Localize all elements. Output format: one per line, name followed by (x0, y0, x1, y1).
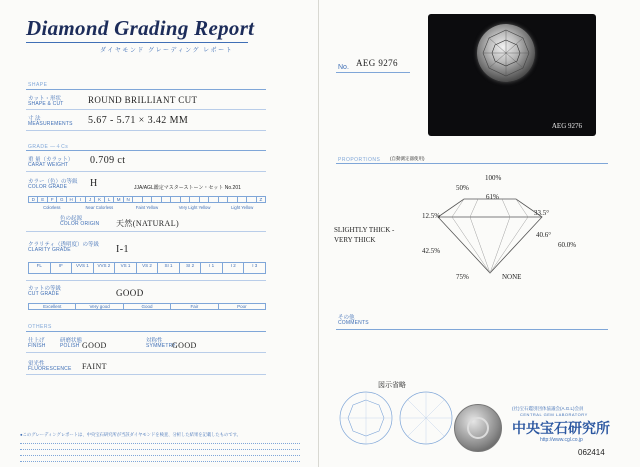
proportions-jp: (自動測定器使用) (390, 156, 425, 161)
color-scale-cell-3: G (57, 197, 66, 202)
cut-scale (28, 303, 266, 310)
color-scale-cell-24: Z (259, 197, 263, 202)
color-subtitle-4: Light Yellow (231, 205, 254, 210)
diamond-photo-panel (428, 14, 596, 136)
clarity-label-en: CLARITY GRADE (28, 247, 71, 253)
carat-label-jp: 重 量（カラット） (28, 157, 74, 163)
girdle-thickness: SLIGHTLY THICK - VERY THICK (334, 226, 395, 244)
star-length: 61% (486, 193, 499, 201)
finish-label-jp: 仕上げ (28, 338, 45, 344)
color-scale-cell-12 (143, 197, 152, 202)
lab-name-jp: 中央宝石研究所 (512, 420, 610, 436)
report-title: Diamond Grading Report (26, 16, 255, 40)
symmetry-label-jp: 対称性 (146, 338, 163, 344)
color-origin-label-en: COLOR ORIGIN (60, 221, 100, 227)
section-shape: SHAPE (28, 82, 48, 88)
serial-number: 062414 (578, 448, 605, 457)
shape-label-jp: カット・形状 (28, 96, 61, 102)
clarity-scale-cell-7: SI 2 (180, 263, 202, 273)
color-scale-cell-0: D (29, 197, 38, 202)
fluorescence-label-jp: 蛍光性 (28, 361, 45, 367)
cut-scale-cell-0: Excellent (29, 304, 76, 309)
color-scale-cell-19 (209, 197, 218, 202)
color-scale-cell-18 (200, 197, 209, 202)
color-scale-cell-21 (228, 197, 237, 202)
lab-member-text: (社)宝石鑑別団体協議会(A.G.L)会員 (512, 406, 584, 411)
color-scale-cell-22 (238, 197, 247, 202)
polish-value: GOOD (82, 341, 107, 350)
section-others: OTHERS (28, 324, 52, 330)
comments-label-en: COMMENTS (338, 320, 369, 326)
diagram-caption: 図示省略 (378, 382, 406, 389)
color-scale-cell-4: H (67, 197, 76, 202)
photo-code: AEG 9276 (551, 122, 582, 130)
color-scale-cell-23 (247, 197, 256, 202)
comments-label-jp: その他 (338, 315, 355, 321)
color-scale (28, 196, 266, 203)
section-grade: GRADE ―４Cs (28, 144, 69, 150)
symmetry-value: GOOD (172, 341, 197, 350)
total-depth: 60.0% (558, 241, 577, 249)
crown-height: 12.5% (422, 212, 441, 220)
color-subtitle-1: Near Colorless (85, 205, 114, 210)
clarity-scale (28, 262, 266, 274)
culet-size: NONE (502, 273, 522, 281)
lab-website: http://www.cgl.co.jp (540, 437, 583, 443)
color-scale-cell-9: M (114, 197, 123, 202)
cut-label-jp: カットの等級 (28, 286, 61, 292)
color-scale-cell-11 (133, 197, 142, 202)
color-subtitle-3: Very Light Yellow (178, 205, 211, 210)
color-scale-cell-15 (171, 197, 180, 202)
symmetry-label-en: SYMMETRY (146, 343, 176, 349)
fine-print-lines (20, 439, 300, 463)
clarity-scale-cell-8: I 1 (201, 263, 223, 273)
cut-value: GOOD (116, 288, 144, 298)
report-number: AEG 9276 (356, 58, 398, 68)
clarity-label-jp: クラリティ（透明度）の等級 (28, 242, 99, 248)
color-scale-cell-6: J (86, 197, 95, 202)
measurements-value: 5.67 - 5.71 × 3.42 MM (88, 115, 189, 126)
proportions-label: PROPORTIONS (338, 157, 381, 163)
color-label-en: COLOR GRADE (28, 184, 68, 190)
measurements-label-en: MEASUREMENTS (28, 121, 73, 127)
cut-scale-cell-1: Very good (76, 304, 123, 309)
fluorescence-label-en: FLUORESCENCE (28, 366, 72, 372)
color-scale-cell-7: K (95, 197, 104, 202)
color-scale-cell-13 (152, 197, 161, 202)
color-scale-cell-5: I (76, 197, 85, 202)
report-no-label: No. (338, 64, 349, 71)
pavilion-angle: 40.6° (536, 231, 552, 239)
report-subtitle: ダイヤモンド グレーディング レポート (100, 48, 234, 54)
pavilion-depth: 42.5% (422, 247, 441, 255)
clarity-scale-cell-1: IF (51, 263, 73, 273)
color-origin-value: 天然(NATURAL) (116, 219, 180, 228)
color-scale-cell-1: E (38, 197, 47, 202)
cut-scale-cell-2: Good (124, 304, 171, 309)
table-percentage: 50% (456, 184, 469, 192)
cut-label-en: CUT GRADE (28, 291, 60, 297)
shape-label-en: SHAPE & CUT (28, 101, 64, 107)
clarity-scale-cell-2: VVS 1 (72, 263, 94, 273)
shape-value: ROUND BRILLIANT CUT (88, 95, 198, 105)
lower-half-length: 75% (456, 273, 469, 281)
clarity-scale-cell-3: VVS 2 (94, 263, 116, 273)
color-scale-cell-20 (219, 197, 228, 202)
clarity-scale-cell-0: FL (29, 263, 51, 273)
hologram-seal (454, 404, 502, 452)
color-origin-label-jp: 色の起源 (60, 216, 83, 222)
diamond-photo (477, 24, 535, 82)
color-subtitle-0: Colorless (43, 205, 61, 210)
pavilion-view-diagram (398, 390, 454, 446)
clarity-scale-cell-6: SI 1 (158, 263, 180, 273)
carat-label-en: CARAT WEIGHT (28, 162, 69, 168)
color-subtitle-2: Faint Yellow (135, 205, 159, 210)
cut-scale-cell-4: Poor (237, 304, 247, 309)
color-scale-cell-16 (181, 197, 190, 202)
color-scale-cell-2: F (48, 197, 57, 202)
cut-scale-cell-3: Fair (171, 304, 218, 309)
polish-label-jp: 研磨状態 (60, 338, 83, 344)
footnote: ●このグレーディングレポートは、中央宝石研究所が当該ダイヤモンドを検査、分析した結果を記載したものです。 (20, 432, 241, 437)
clarity-scale-cell-9: I 2 (223, 263, 245, 273)
carat-value: 0.709 ct (90, 155, 126, 166)
color-scale-cell-14 (162, 197, 171, 202)
color-value: H (90, 178, 98, 189)
color-scale-subtitles (28, 205, 266, 210)
color-label-jp: カラー（色）の等級 (28, 179, 78, 185)
fluorescence-value: FAINT (82, 362, 107, 371)
color-scale-cell-17 (190, 197, 199, 202)
polish-label-en: POLISH (60, 343, 80, 349)
lab-name-en: CENTRAL GEM LABORATORY (520, 412, 588, 417)
crown-angle: 33.5° (534, 209, 550, 217)
crown-view-diagram (338, 390, 394, 446)
table-100-value: 100% (485, 174, 502, 182)
clarity-scale-cell-4: VS 1 (115, 263, 137, 273)
clarity-value: I-1 (116, 244, 129, 255)
color-scale-cell-8: L (105, 197, 114, 202)
finish-label-en: FINISH (28, 343, 46, 349)
clarity-scale-cell-10: I 3 (252, 263, 258, 268)
measurements-label-jp: 寸 法 (28, 116, 41, 122)
color-scale-cell-10: N (124, 197, 133, 202)
color-masterstone-note: JJA/AGL鑑定マスターストーン・セット No.201 (134, 185, 241, 191)
clarity-scale-cell-5: VS 2 (137, 263, 159, 273)
